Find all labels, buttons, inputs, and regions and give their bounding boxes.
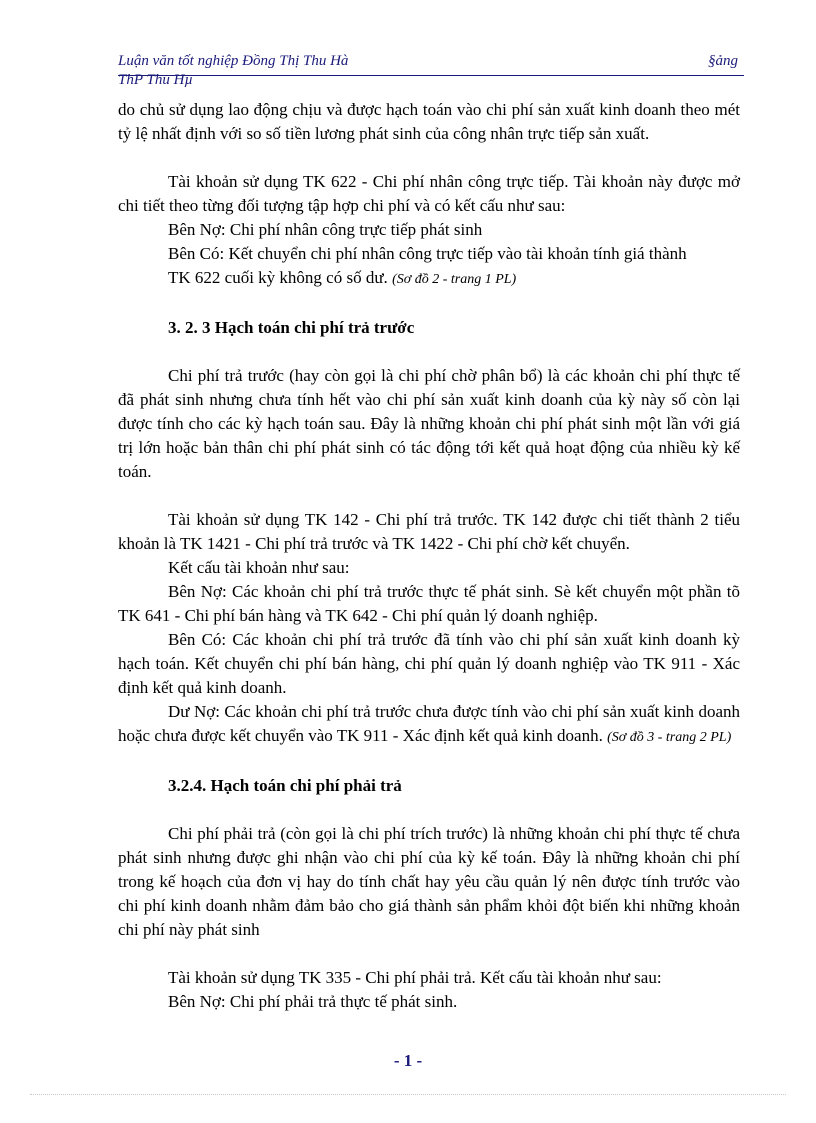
paragraph-6: Tài khoản sử dụng TK 335 - Chi phí phải trả. Kết cấu tài khoản như sau: — [168, 968, 662, 987]
page-number: - 1 - — [393, 1051, 423, 1070]
section-heading-3-2-4: 3.2.4. Hạch toán chi phí phải trả — [168, 776, 402, 795]
paragraph-4c: Bên Có: Các khoản chi phí trả trước đã tính vào chi phí sản xuất kinh doanh kỳ hạch toán. Kết chuyển chi phí bán hàng, chi phí quản lý doanh nghiệp vào TK 911 - Xác định kết quả kinh doanh. — [118, 630, 740, 697]
paragraph-4: Tài khoản sử dụng TK 142 - Chi phí trả trước. TK 142 được chi tiết thành 2 tiểu khoản là TK 1421 - Chi phí trả trước và TK 1422 - Chi phí chờ kết chuyển. — [118, 510, 740, 553]
paragraph-4b: Bên Nợ: Các khoản chi phí trả trước thực tế phát sinh. Sè kết chuyển một phần tõ TK 641 - Chi phí bán hàng và TK 642 - Chi phí quản lý doanh nghiệp. — [118, 582, 740, 625]
diagram-reference-2: (Sơ đồ 2 - trang 1 PL) — [392, 272, 517, 287]
page-content — [118, 98, 740, 1014]
paragraph-2c-text: TK 622 cuối kỳ không có số dư. — [168, 268, 388, 287]
section-heading-3-2-3: 3. 2. 3 Hạch toán chi phí trả trước — [168, 318, 415, 337]
paragraph-2a: Bên Nợ: Chi phí nhân công trực tiếp phát sinh — [168, 220, 483, 239]
paragraph-2c — [118, 266, 740, 292]
diagram-reference-3: (Sơ đồ 3 - trang 2 PL) — [607, 730, 732, 745]
header-subtitle: ThP Thu Hµ — [118, 72, 194, 88]
page-header — [118, 52, 738, 88]
paragraph-3: Chi phí trả trước (hay còn gọi là chi phí chờ phân bổ) là các khoản chi phí thực tế đã phát sinh nhưng chưa tính hết vào chi phí sản xuất kinh doanh của kỳ này số còn lại được tính cho các kỳ hạch toán sau. Đây là những khoản chi phí phát sinh một lần với giá trị lớn hoặc bản thân chi phí phát sinh có tác động tới kết quả hoạt động của nhiều kỳ kế toán. — [118, 366, 740, 481]
paragraph-1: do chủ sử dụng lao động chịu và được hạch toán vào chi phí sản xuất kinh doanh theo mét tỷ lệ nhất định với so số tiền lương phát sinh của công nhân trực tiếp sản xuất. — [118, 100, 740, 143]
header-title: Luận văn tốt nghiệp Đồng Thị Thu Hà — [118, 53, 349, 69]
paragraph-4a: Kết cấu tài khoản như sau: — [168, 558, 350, 577]
paragraph-5: Chi phí phải trả (còn gọi là chi phí trích trước) là những khoản chi phí thực tế chưa phát sinh nhưng được ghi nhận vào chi phí của kỳ kế toán. Đây là những khoản chi phí trong kế hoạch của đơn vị hay do tính chất hay yêu cầu quản lý nên được tính trước vào chi phí kinh doanh nhằm đảm bảo cho giá thành sản phẩm khỏi đột biến khi những khoản chi phí này phát sinh — [118, 824, 740, 939]
page-bottom-rule — [30, 1094, 786, 1095]
paragraph-2b: Bên Có: Kết chuyển chi phí nhân công trực tiếp vào tài khoản tính giá thành — [168, 244, 687, 263]
paragraph-2: Tài khoản sử dụng TK 622 - Chi phí nhân công trực tiếp. Tài khoản này được mở chi tiết theo từng đối tượng tập hợp chi phí và có kết cấu như sau: — [118, 172, 740, 215]
paragraph-4d-text: Dư Nợ: Các khoản chi phí trả trước chưa được tính vào chi phí sản xuất kinh doanh hoặc chưa được kết chuyển vào TK 911 - Xác định kết quả kinh doanh. — [118, 702, 740, 745]
header-rule — [118, 75, 744, 76]
paragraph-6a: Bên Nợ: Chi phí phải trả thực tế phát sinh. — [168, 992, 458, 1011]
header-right: §ảng — [708, 53, 738, 69]
paragraph-4d — [118, 700, 740, 750]
